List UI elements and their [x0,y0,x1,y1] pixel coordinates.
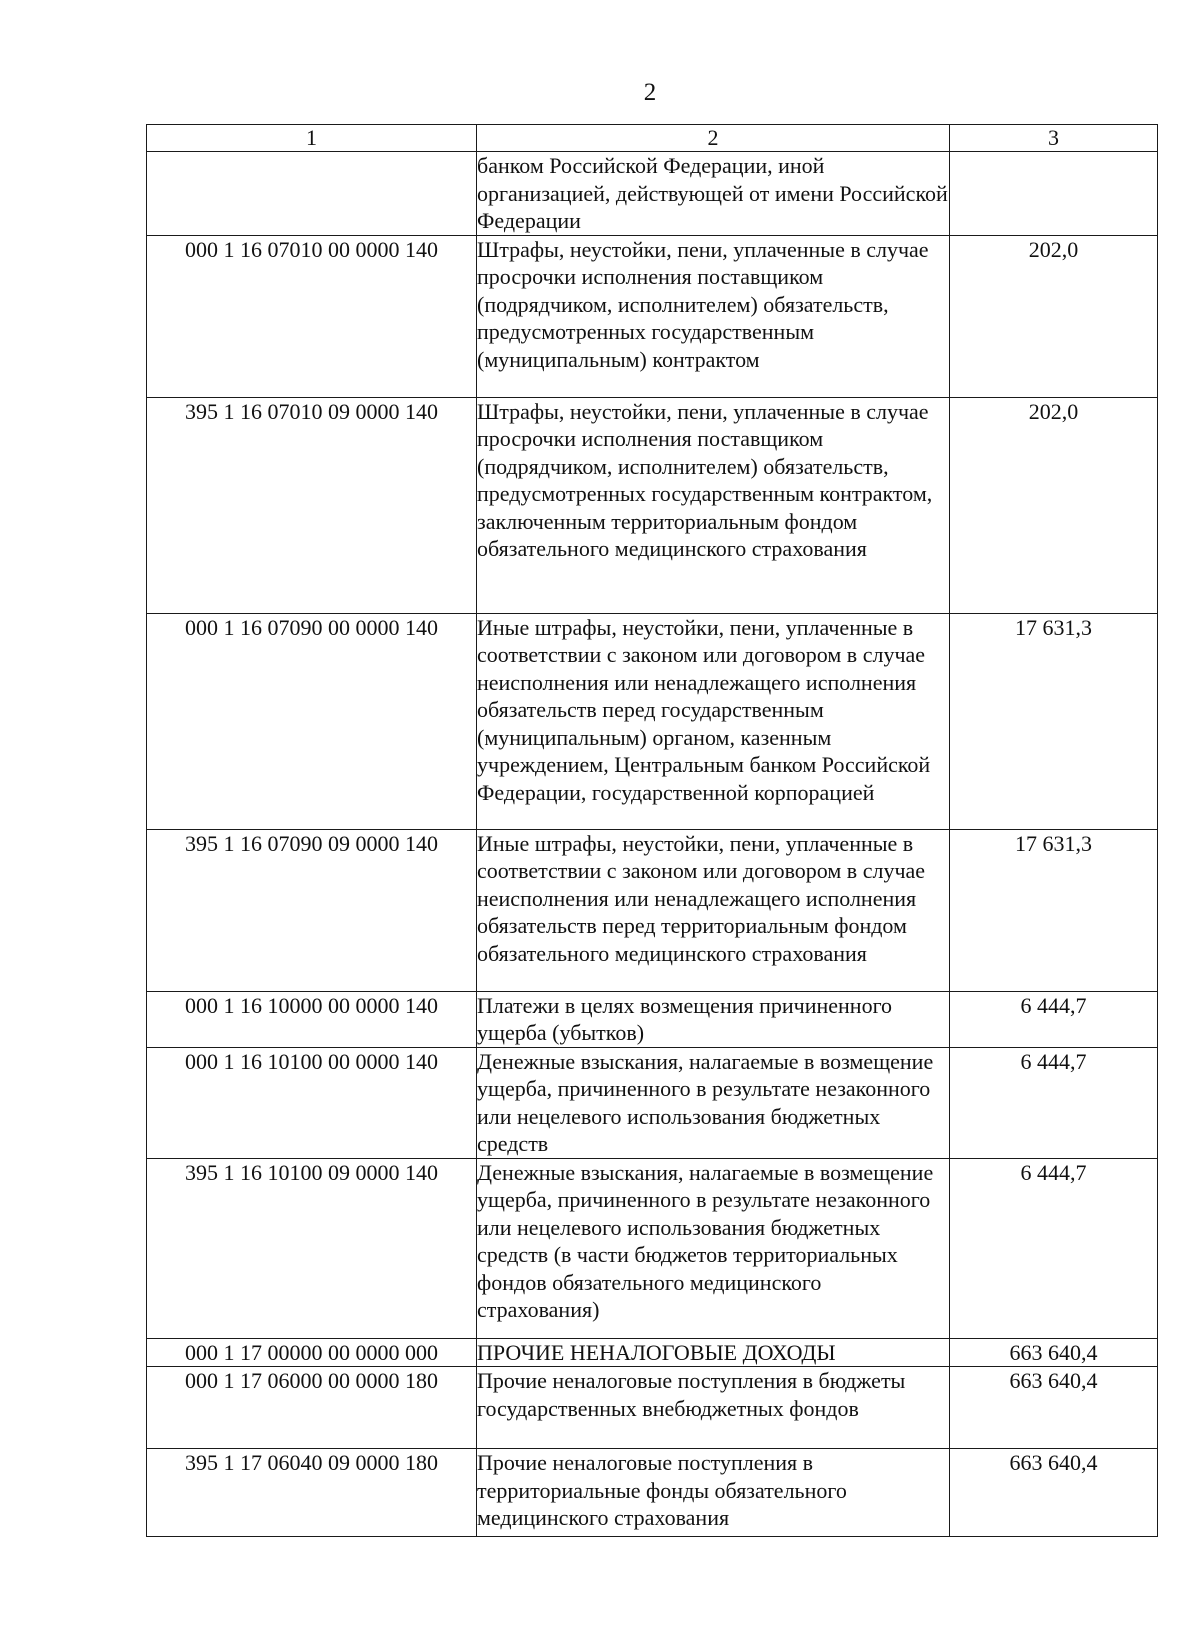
budget-code-cell: 000 1 16 07090 00 0000 140 [147,613,477,829]
description-cell: Иные штрафы, неустойки, пени, уплаченные в соответствии с законом или договором в случае неисполнения или ненадлежащего исполнения обязательств перед территориальным фондом обязательного медицинского страхования [477,829,950,991]
budget-code-cell: 000 1 16 10000 00 0000 140 [147,991,477,1047]
description-cell: Иные штрафы, неустойки, пени, уплаченные в соответствии с законом или договором в случае неисполнения или ненадлежащего исполнения обязательств перед государственным (муниципальным) органом, казенным учреждением, Центральным банком Российской Федерации, государственной корпорацией [477,613,950,829]
description-cell: Прочие неналоговые поступления в территориальные фонды обязательного медицинского страхования [477,1449,950,1537]
amount-cell: 202,0 [950,397,1158,613]
table-row [147,991,1158,1047]
column-header-2: 2 [477,125,950,152]
budget-code-cell: 395 1 16 07010 09 0000 140 [147,397,477,613]
column-header-3: 3 [950,125,1158,152]
description-cell: Денежные взыскания, налагаемые в возмещение ущерба, причиненного в результате незаконного или нецелевого использования бюджетных средств (в части бюджетов территориальных фондов обязательного медицинского страхования) [477,1158,950,1338]
description-cell: ПРОЧИЕ НЕНАЛОГОВЫЕ ДОХОДЫ [477,1338,950,1367]
table-row [147,1367,1158,1449]
table-row [147,613,1158,829]
description-cell: Прочие неналоговые поступления в бюджеты государственных внебюджетных фондов [477,1367,950,1449]
budget-revenue-table [146,124,1158,1537]
description-cell: Платежи в целях возмещения причиненного ущерба (убытков) [477,991,950,1047]
amount-cell: 6 444,7 [950,991,1158,1047]
budget-code-cell [147,152,477,236]
table-header-row [147,125,1158,152]
column-header-1: 1 [147,125,477,152]
description-cell: банком Российской Федерации, иной организацией, действующей от имени Российской Федерации [477,153,948,233]
amount-cell [950,152,1158,236]
amount-cell: 6 444,7 [950,1047,1158,1158]
amount-cell: 17 631,3 [950,829,1158,991]
table-row [147,397,1158,613]
amount-cell: 6 444,7 [950,1158,1158,1338]
budget-code-cell: 395 1 17 06040 09 0000 180 [147,1449,477,1537]
amount-cell: 17 631,3 [950,613,1158,829]
budget-code-cell: 395 1 16 10100 09 0000 140 [147,1158,477,1338]
page-number: 2 [643,79,657,106]
amount-cell: 663 640,4 [950,1338,1158,1367]
table-row [147,1158,1158,1338]
description-cell: Штрафы, неустойки, пени, уплаченные в случае просрочки исполнения поставщиком (подрядчиком, исполнителем) обязательств, предусмотренных государственным (муниципальным) контрактом [477,235,950,397]
table-row [147,235,1158,397]
budget-code-cell: 000 1 16 07010 00 0000 140 [147,235,477,397]
amount-cell: 202,0 [950,235,1158,397]
description-cell: Штрафы, неустойки, пени, уплаченные в случае просрочки исполнения поставщиком (подрядчиком, исполнителем) обязательств, предусмотренных государственным контрактом, заключенным территориальным фондом обязательного медицинского страхования [477,397,950,613]
budget-code-cell: 000 1 17 06000 00 0000 180 [147,1367,477,1449]
table-row [147,152,1158,236]
table-row [147,1449,1158,1537]
table-row [147,1338,1158,1367]
budget-code-cell: 000 1 17 00000 00 0000 000 [147,1338,477,1367]
amount-cell: 663 640,4 [950,1449,1158,1537]
table-row [147,829,1158,991]
table-row [147,1047,1158,1158]
budget-code-cell: 395 1 16 07090 09 0000 140 [147,829,477,991]
description-cell: Денежные взыскания, налагаемые в возмещение ущерба, причиненного в результате незаконного или нецелевого использования бюджетных средств [477,1047,950,1158]
amount-cell: 663 640,4 [950,1367,1158,1449]
budget-code-cell: 000 1 16 10100 00 0000 140 [147,1047,477,1158]
